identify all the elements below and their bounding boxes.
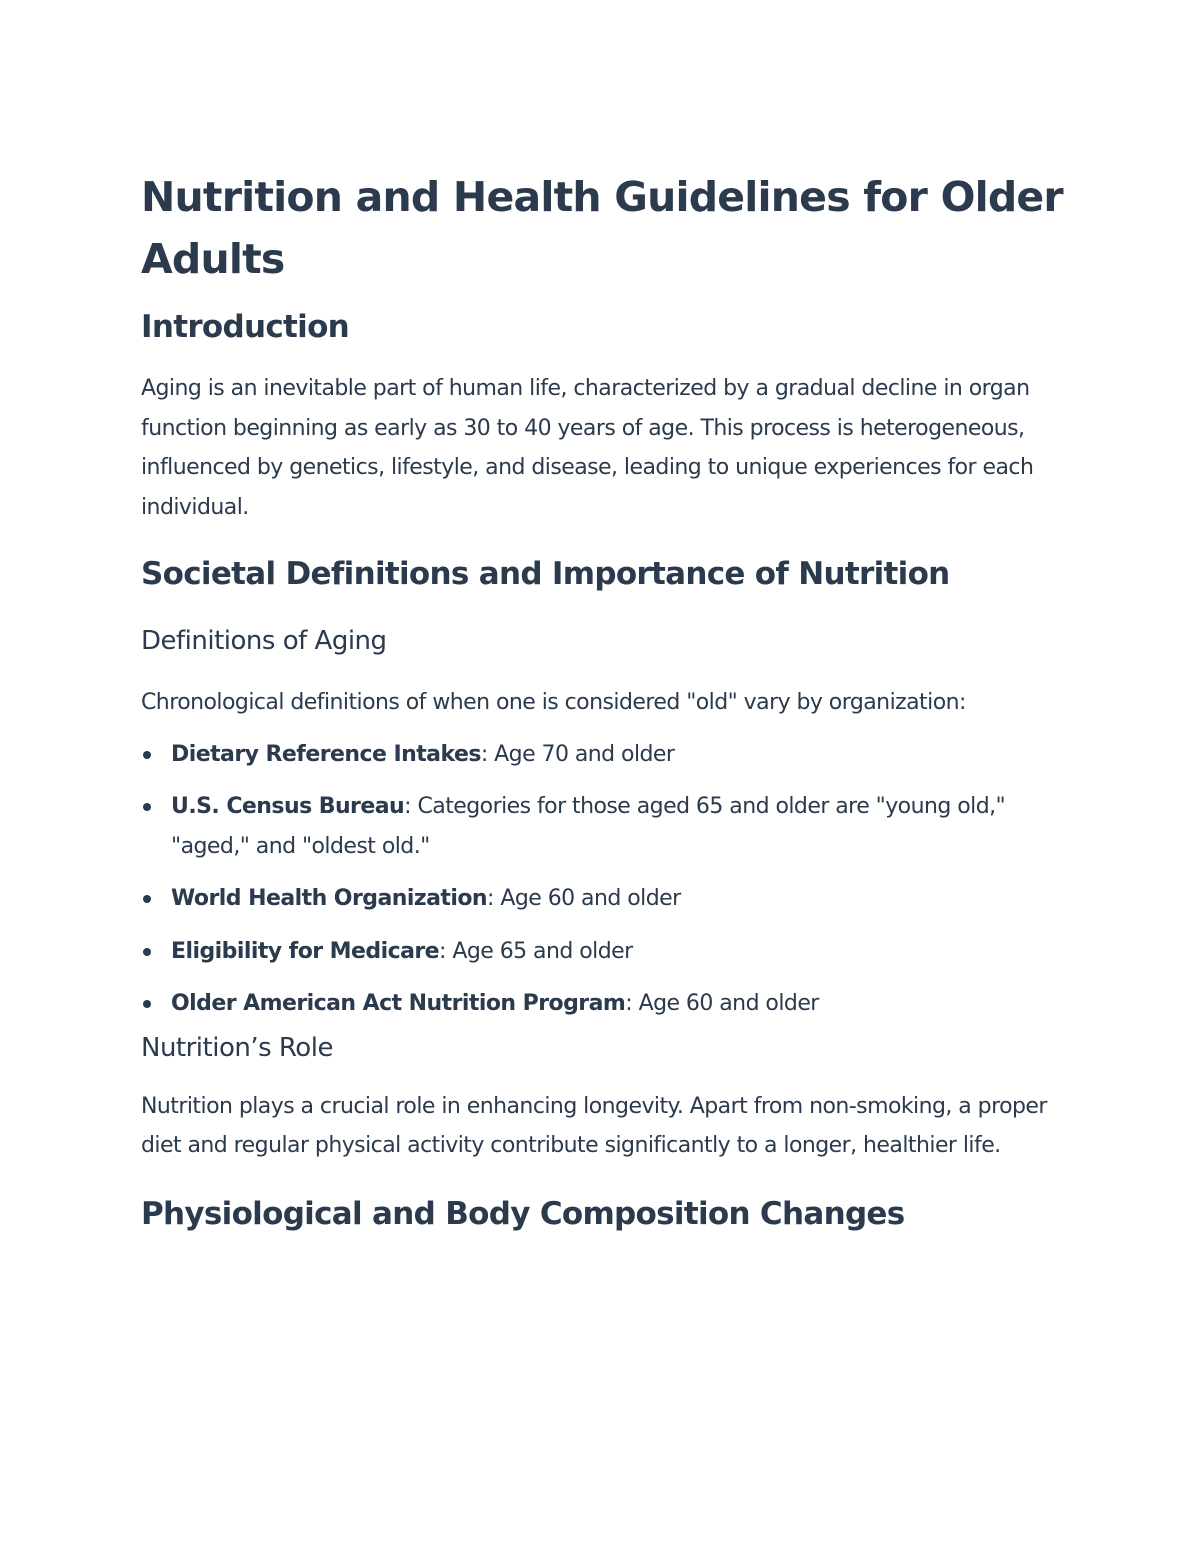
list-item: [141, 787, 1066, 866]
document-page: [141, 166, 1066, 1234]
introduction-paragraph: Aging is an inevitable part of human life, characterized by a gradual decline in organ function beginning as early as 30 to 40 years of age. This process is heterogeneous, influenced by genetics, lifestyle, and disease, leading to unique experiences for each individual.: [141, 376, 1034, 520]
list-item-text: : Age 60 and older: [487, 886, 681, 911]
bullet-icon: [143, 895, 151, 903]
heading-introduction: Introduction: [141, 309, 350, 345]
heading-societal-definitions: Societal Definitions and Importance of Nutrition: [141, 556, 950, 592]
list-item-text: : Age 70 and older: [480, 741, 675, 767]
list-item-term: Older American Act Nutrition Program: [171, 991, 626, 1016]
bullet-icon: [143, 803, 151, 811]
definitions-paragraph: Chronological definitions of when one is considered "old" vary by organization:: [141, 690, 966, 715]
subheading-definitions-of-aging: Definitions of Aging: [141, 626, 387, 656]
list-item: [141, 735, 1066, 775]
list-item-text: : Age 65 and older: [439, 938, 633, 964]
definitions-list: [141, 735, 1066, 1024]
list-item: [141, 984, 1066, 1024]
list-item-term: U.S. Census Bureau: [171, 794, 405, 819]
list-item: [141, 932, 1066, 972]
list-item-term: Dietary Reference Intakes: [171, 741, 481, 767]
bullet-icon: [143, 948, 151, 956]
bullet-icon: [143, 751, 151, 759]
list-item-term: World Health Organization: [171, 886, 488, 911]
heading-physiological-changes: Physiological and Body Composition Changes: [141, 1195, 905, 1232]
list-item-text: : Age 60 and older: [625, 991, 819, 1016]
list-item: [141, 879, 1066, 919]
nutrition-role-paragraph: Nutrition plays a crucial role in enhancing longevity. Apart from non-smoking, a proper diet and regular physical activity contribute significantly to a longer, healthier life.: [141, 1093, 1047, 1158]
list-item-text: : Categories for those aged 65 and older are "young old," "aged," and "oldest old.": [171, 794, 1006, 859]
list-item-term: Eligibility for Medicare: [171, 938, 440, 964]
subheading-nutritions-role: Nutrition’s Role: [141, 1032, 333, 1063]
document-title: Nutrition and Health Guidelines for Older Adults: [141, 173, 1063, 283]
bullet-icon: [143, 1000, 151, 1008]
